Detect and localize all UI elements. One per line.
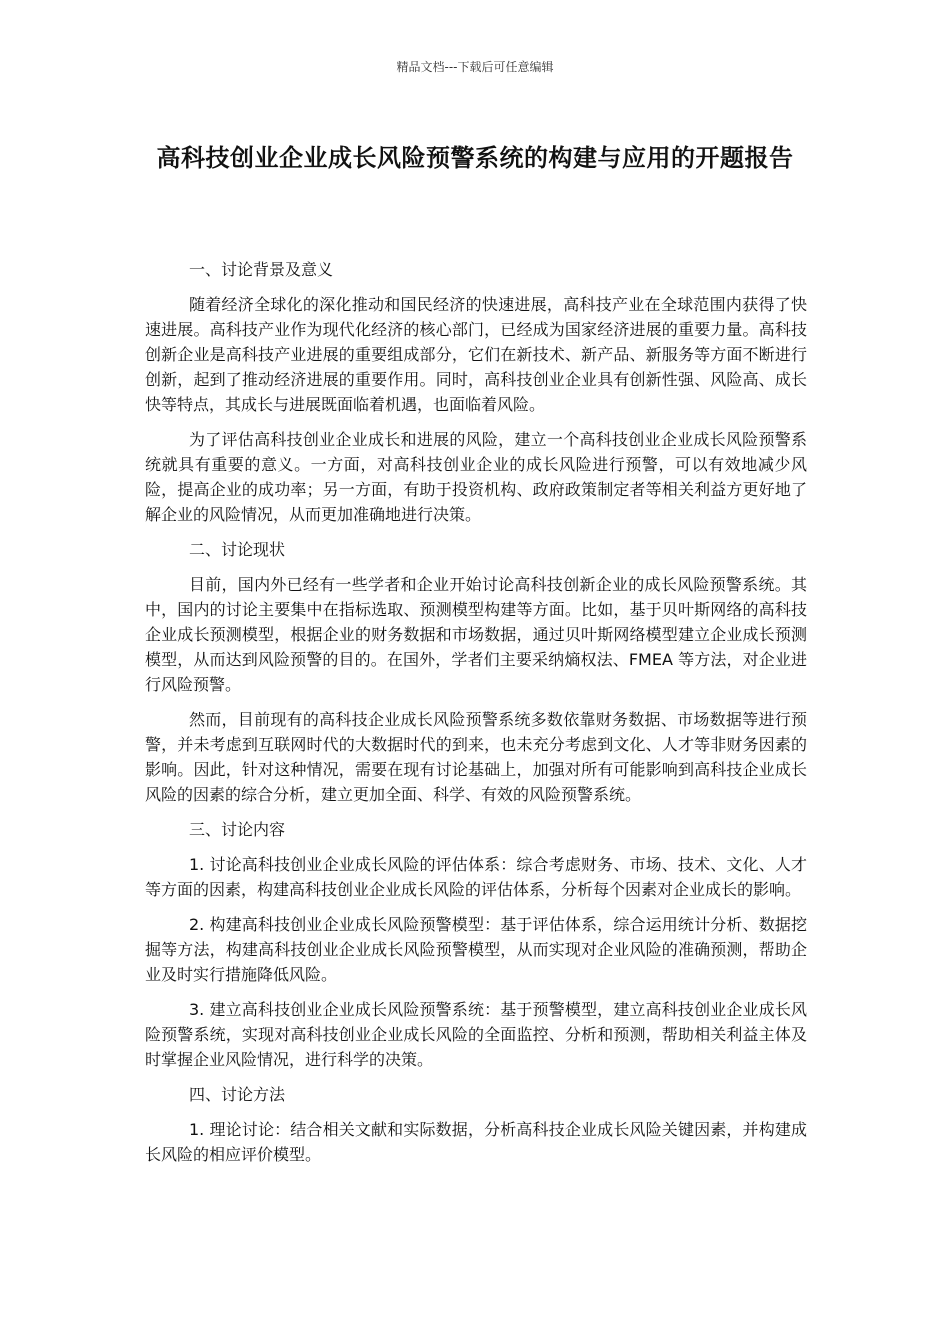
paragraph: 然而，目前现有的高科技企业成长风险预警系统多数依靠财务数据、市场数据等进行预警，并未考虑到互联网时代的大数据时代的到来，也未充分考虑到文化、人才等非财务因素的影响。因此，针对这种情况，需要在现有讨论基础上，加强对所有可能影响到高科技企业成长风险的因素的综合分析，建立更加全面、科学、有效的风险预警系统。 — [145, 710, 807, 804]
header-note: 精品文档---下载后可任意编辑 — [396, 60, 554, 74]
paragraph: 为了评估高科技创业企业成长和进展的风险，建立一个高科技创业企业成长风险预警系统就具有重要的意义。一方面，对高科技创业企业的成长风险进行预警，可以有效地减少风险，提高企业的成功率；另一方面，有助于投资机构、政府政策制定者等相关利益方更好地了解企业的风险情况，从而更加准确地进行决策。 — [145, 430, 807, 524]
list-item: 1. 讨论高科技创业企业成长风险的评估体系：综合考虑财务、市场、技术、文化、人才等方面的因素，构建高科技创业企业成长风险的评估体系，分析每个因素对企业成长的影响。 — [145, 855, 807, 899]
section-heading: 四、讨论方法 — [189, 1085, 286, 1104]
document-title: 高科技创业企业成长风险预警系统的构建与应用的开题报告 — [156, 144, 794, 172]
section-heading: 一、讨论背景及意义 — [189, 260, 334, 279]
list-item: 1. 理论讨论：结合相关文献和实际数据，分析高科技企业成长风险关键因素，并构建成长风险的相应评价模型。 — [145, 1120, 807, 1164]
section-heading: 三、讨论内容 — [189, 820, 286, 839]
list-item: 2. 构建高科技创业企业成长风险预警模型：基于评估体系，综合运用统计分析、数据挖掘等方法，构建高科技创业企业成长风险预警模型，从而实现对企业风险的准确预测，帮助企业及时实行措施降低风险。 — [145, 915, 807, 984]
section-heading: 二、讨论现状 — [189, 540, 286, 559]
paragraph: 目前，国内外已经有一些学者和企业开始讨论高科技创新企业的成长风险预警系统。其中，国内的讨论主要集中在指标选取、预测模型构建等方面。比如，基于贝叶斯网络的高科技企业成长预测模型，根据企业的财务数据和市场数据，通过贝叶斯网络模型建立企业成长预测模型，从而达到风险预警的目的。在国外，学者们主要采纳熵权法、FMEA 等方法，对企业进行风险预警。 — [145, 575, 807, 694]
document-body — [145, 257, 807, 1177]
paragraph: 随着经济全球化的深化推动和国民经济的快速进展，高科技产业在全球范围内获得了快速进展。高科技产业作为现代化经济的核心部门，已经成为国家经济进展的重要力量。高科技创新企业是高科技产业进展的重要组成部分，它们在新技术、新产品、新服务等方面不断进行创新，起到了推动经济进展的重要作用。同时，高科技创业企业具有创新性强、风险高、成长快等特点，其成长与进展既面临着机遇，也面临着风险。 — [145, 295, 807, 414]
list-item: 3. 建立高科技创业企业成长风险预警系统：基于预警模型，建立高科技创业企业成长风险预警系统，实现对高科技创业企业成长风险的全面监控、分析和预测，帮助相关利益主体及时掌握企业风险情况，进行科学的决策。 — [145, 1000, 807, 1069]
